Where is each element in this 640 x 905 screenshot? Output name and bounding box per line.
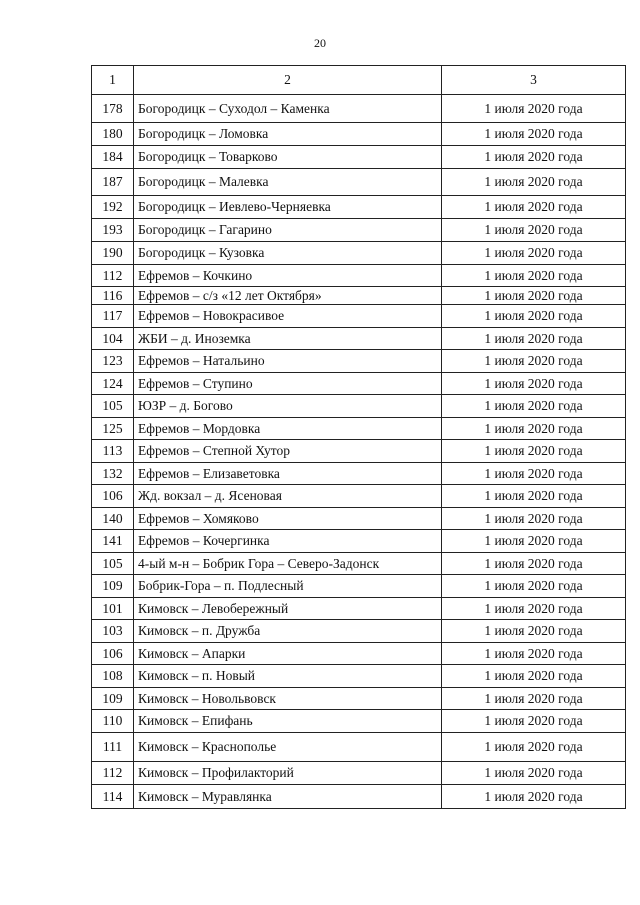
route-number-cell: 101	[92, 598, 134, 620]
start-date-cell: 1 июля 2020 года	[442, 485, 626, 508]
start-date-cell: 1 июля 2020 года	[442, 553, 626, 575]
route-name-cell: Жд. вокзал – д. Ясеновая	[134, 485, 442, 508]
start-date-cell: 1 июля 2020 года	[442, 95, 626, 123]
route-name-cell: Богородицк – Товарково	[134, 146, 442, 169]
table-row	[92, 710, 626, 733]
table-row	[92, 575, 626, 598]
start-date-cell: 1 июля 2020 года	[442, 575, 626, 598]
start-date-cell: 1 июля 2020 года	[442, 169, 626, 196]
page-number: 20	[314, 36, 326, 50]
table-row	[92, 95, 626, 123]
table-row	[92, 265, 626, 287]
start-date-cell: 1 июля 2020 года	[442, 530, 626, 553]
routes-table	[91, 65, 626, 809]
start-date-cell: 1 июля 2020 года	[442, 508, 626, 530]
start-date-cell: 1 июля 2020 года	[442, 146, 626, 169]
table-row	[92, 440, 626, 463]
route-name-cell: Кимовск – п. Новый	[134, 665, 442, 688]
route-number-cell: 116	[92, 287, 134, 305]
route-name-cell: Богородицк – Иевлево-Черняевка	[134, 196, 442, 219]
table-row	[92, 196, 626, 219]
start-date-cell: 1 июля 2020 года	[442, 733, 626, 762]
route-name-cell: ЖБИ – д. Иноземка	[134, 328, 442, 350]
table-row	[92, 219, 626, 242]
route-name-cell: Кимовск – Апарки	[134, 643, 442, 665]
route-number-cell: 105	[92, 395, 134, 418]
table-row	[92, 328, 626, 350]
route-number-cell: 192	[92, 196, 134, 219]
table-row	[92, 485, 626, 508]
route-name-cell: Ефремов – Новокрасивое	[134, 305, 442, 328]
route-name-cell: 4-ый м-н – Бобрик Гора – Северо-Задонск	[134, 553, 442, 575]
route-name-cell: Кимовск – Левобережный	[134, 598, 442, 620]
route-number-cell: 112	[92, 265, 134, 287]
start-date-cell: 1 июля 2020 года	[442, 785, 626, 809]
start-date-cell: 1 июля 2020 года	[442, 440, 626, 463]
table-row	[92, 762, 626, 785]
route-name-cell: Богородицк – Гагарино	[134, 219, 442, 242]
route-name-cell: Богородицк – Кузовка	[134, 242, 442, 265]
route-name-cell: ЮЗР – д. Богово	[134, 395, 442, 418]
start-date-cell: 1 июля 2020 года	[442, 598, 626, 620]
start-date-cell: 1 июля 2020 года	[442, 287, 626, 305]
start-date-cell: 1 июля 2020 года	[442, 688, 626, 710]
route-number-cell: 141	[92, 530, 134, 553]
route-number-cell: 109	[92, 688, 134, 710]
start-date-cell: 1 июля 2020 года	[442, 123, 626, 146]
route-number-cell: 109	[92, 575, 134, 598]
route-number-cell: 103	[92, 620, 134, 643]
table-row	[92, 643, 626, 665]
table-row	[92, 395, 626, 418]
route-name-cell: Кимовск – Епифань	[134, 710, 442, 733]
route-name-cell: Ефремов – Ступино	[134, 373, 442, 395]
table-row	[92, 305, 626, 328]
route-name-cell: Ефремов – Елизаветовка	[134, 463, 442, 485]
route-name-cell: Ефремов – с/з «12 лет Октября»	[134, 287, 442, 305]
start-date-cell: 1 июля 2020 года	[442, 643, 626, 665]
start-date-cell: 1 июля 2020 года	[442, 350, 626, 373]
start-date-cell: 1 июля 2020 года	[442, 418, 626, 440]
table-row	[92, 553, 626, 575]
route-number-cell: 125	[92, 418, 134, 440]
start-date-cell: 1 июля 2020 года	[442, 710, 626, 733]
route-number-cell: 190	[92, 242, 134, 265]
route-number-cell: 187	[92, 169, 134, 196]
route-number-cell: 111	[92, 733, 134, 762]
table-header-row	[92, 66, 626, 95]
table-row	[92, 508, 626, 530]
route-name-cell: Бобрик-Гора – п. Подлесный	[134, 575, 442, 598]
start-date-cell: 1 июля 2020 года	[442, 219, 626, 242]
table-row	[92, 665, 626, 688]
table-row	[92, 463, 626, 485]
route-name-cell: Кимовск – Краснополье	[134, 733, 442, 762]
start-date-cell: 1 июля 2020 года	[442, 665, 626, 688]
start-date-cell: 1 июля 2020 года	[442, 328, 626, 350]
table-row	[92, 123, 626, 146]
table-row	[92, 287, 626, 305]
route-number-cell: 193	[92, 219, 134, 242]
column-header-route: 2	[134, 66, 442, 95]
start-date-cell: 1 июля 2020 года	[442, 242, 626, 265]
route-name-cell: Богородицк – Ломовка	[134, 123, 442, 146]
route-number-cell: 110	[92, 710, 134, 733]
route-name-cell: Ефремов – Степной Хутор	[134, 440, 442, 463]
route-number-cell: 132	[92, 463, 134, 485]
route-number-cell: 124	[92, 373, 134, 395]
start-date-cell: 1 июля 2020 года	[442, 373, 626, 395]
table-row	[92, 418, 626, 440]
route-number-cell: 178	[92, 95, 134, 123]
route-number-cell: 104	[92, 328, 134, 350]
start-date-cell: 1 июля 2020 года	[442, 620, 626, 643]
route-name-cell: Ефремов – Мордовка	[134, 418, 442, 440]
start-date-cell: 1 июля 2020 года	[442, 265, 626, 287]
start-date-cell: 1 июля 2020 года	[442, 196, 626, 219]
route-number-cell: 123	[92, 350, 134, 373]
route-number-cell: 180	[92, 123, 134, 146]
table-row	[92, 242, 626, 265]
route-name-cell: Кимовск – Муравлянка	[134, 785, 442, 809]
route-number-cell: 112	[92, 762, 134, 785]
route-name-cell: Кимовск – Новольвовск	[134, 688, 442, 710]
route-name-cell: Ефремов – Хомяково	[134, 508, 442, 530]
route-name-cell: Кимовск – п. Дружба	[134, 620, 442, 643]
route-number-cell: 113	[92, 440, 134, 463]
start-date-cell: 1 июля 2020 года	[442, 395, 626, 418]
table-row	[92, 620, 626, 643]
column-header-date: 3	[442, 66, 626, 95]
route-number-cell: 105	[92, 553, 134, 575]
route-number-cell: 106	[92, 485, 134, 508]
column-header-number: 1	[92, 66, 134, 95]
start-date-cell: 1 июля 2020 года	[442, 463, 626, 485]
table-row	[92, 373, 626, 395]
route-number-cell: 184	[92, 146, 134, 169]
table-row	[92, 530, 626, 553]
route-name-cell: Ефремов – Кочкино	[134, 265, 442, 287]
route-name-cell: Ефремов – Кочергинка	[134, 530, 442, 553]
table-row	[92, 785, 626, 809]
table-row	[92, 169, 626, 196]
route-number-cell: 114	[92, 785, 134, 809]
start-date-cell: 1 июля 2020 года	[442, 305, 626, 328]
start-date-cell: 1 июля 2020 года	[442, 762, 626, 785]
route-name-cell: Ефремов – Натальино	[134, 350, 442, 373]
table-row	[92, 688, 626, 710]
table-row	[92, 598, 626, 620]
route-number-cell: 117	[92, 305, 134, 328]
route-name-cell: Кимовск – Профилакторий	[134, 762, 442, 785]
route-number-cell: 140	[92, 508, 134, 530]
table-row	[92, 350, 626, 373]
route-number-cell: 106	[92, 643, 134, 665]
route-number-cell: 108	[92, 665, 134, 688]
route-name-cell: Богородицк – Малевка	[134, 169, 442, 196]
route-name-cell: Богородицк – Суходол – Каменка	[134, 95, 442, 123]
table-row	[92, 146, 626, 169]
table-row	[92, 733, 626, 762]
